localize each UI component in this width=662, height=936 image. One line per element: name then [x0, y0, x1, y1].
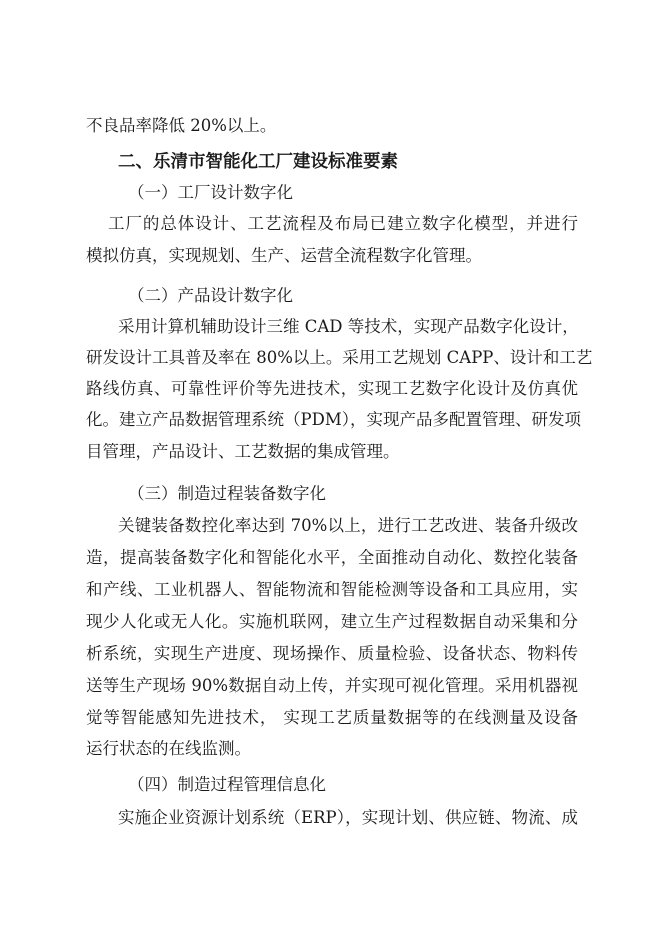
section-heading: 二、乐清市智能化工厂建设标准要素 [118, 152, 398, 172]
subsection-heading: （四）制造过程管理信息化 [128, 775, 326, 794]
paragraph-line: 模拟仿真，实现规划、生产、运营全流程数字化管理。 [86, 246, 482, 265]
paragraph-line: 析系统，实现生产进度、现场操作、质量检验、设备状态、物料传 [86, 644, 578, 663]
paragraph-line: 现少人化或无人化。实施机联网，建立生产过程数据自动采集和分 [86, 612, 578, 631]
subsection-heading: （二）产品设计数字化 [128, 286, 293, 305]
paragraph-line: 采用计算机辅助设计三维 CAD 等技术，实现产品数字化设计， [118, 317, 579, 336]
paragraph-line: 运行状态的在线监测。 [86, 739, 251, 758]
paragraph-line: 工厂的总体设计、工艺流程及布局已建立数字化模型，并进行 [108, 214, 578, 233]
paragraph-line: 不良品率降低 20%以上。 [86, 116, 277, 135]
paragraph-line: 送等生产现场 90%数据自动上传，并实现可视化管理。采用机器视 [86, 676, 578, 695]
paragraph-line: 路线仿真、可靠性评价等先进技术，实现工艺数字化设计及仿真优 [86, 379, 578, 398]
paragraph-line: 化。建立产品数据管理系统（PDM），实现产品多配置管理、研发项 [86, 410, 581, 429]
paragraph-line: 觉等智能感知先进技术， 实现工艺质量数据等的在线测量及设备 [86, 708, 578, 727]
paragraph-line: 和产线、工业机器人、智能物流和智能检测等设备和工具应用，实 [86, 580, 578, 599]
paragraph-line: 研发设计工具普及率在 80%以上。采用工艺规划 CAPP、设计和工艺 [86, 348, 593, 367]
subsection-heading: （三）制造过程装备数字化 [128, 484, 326, 503]
subsection-heading: （一）工厂设计数字化 [128, 183, 293, 202]
paragraph-line: 目管理，产品设计、工艺数据的集成管理。 [86, 442, 400, 461]
paragraph-line: 关键装备数控化率达到 70%以上，进行工艺改进、装备升级改 [118, 516, 578, 535]
paragraph-line: 造，提高装备数字化和智能化水平，全面推动自动化、数控化装备 [86, 548, 578, 567]
paragraph-line: 实施企业资源计划系统（ERP），实现计划、供应链、物流、成 [118, 808, 578, 827]
